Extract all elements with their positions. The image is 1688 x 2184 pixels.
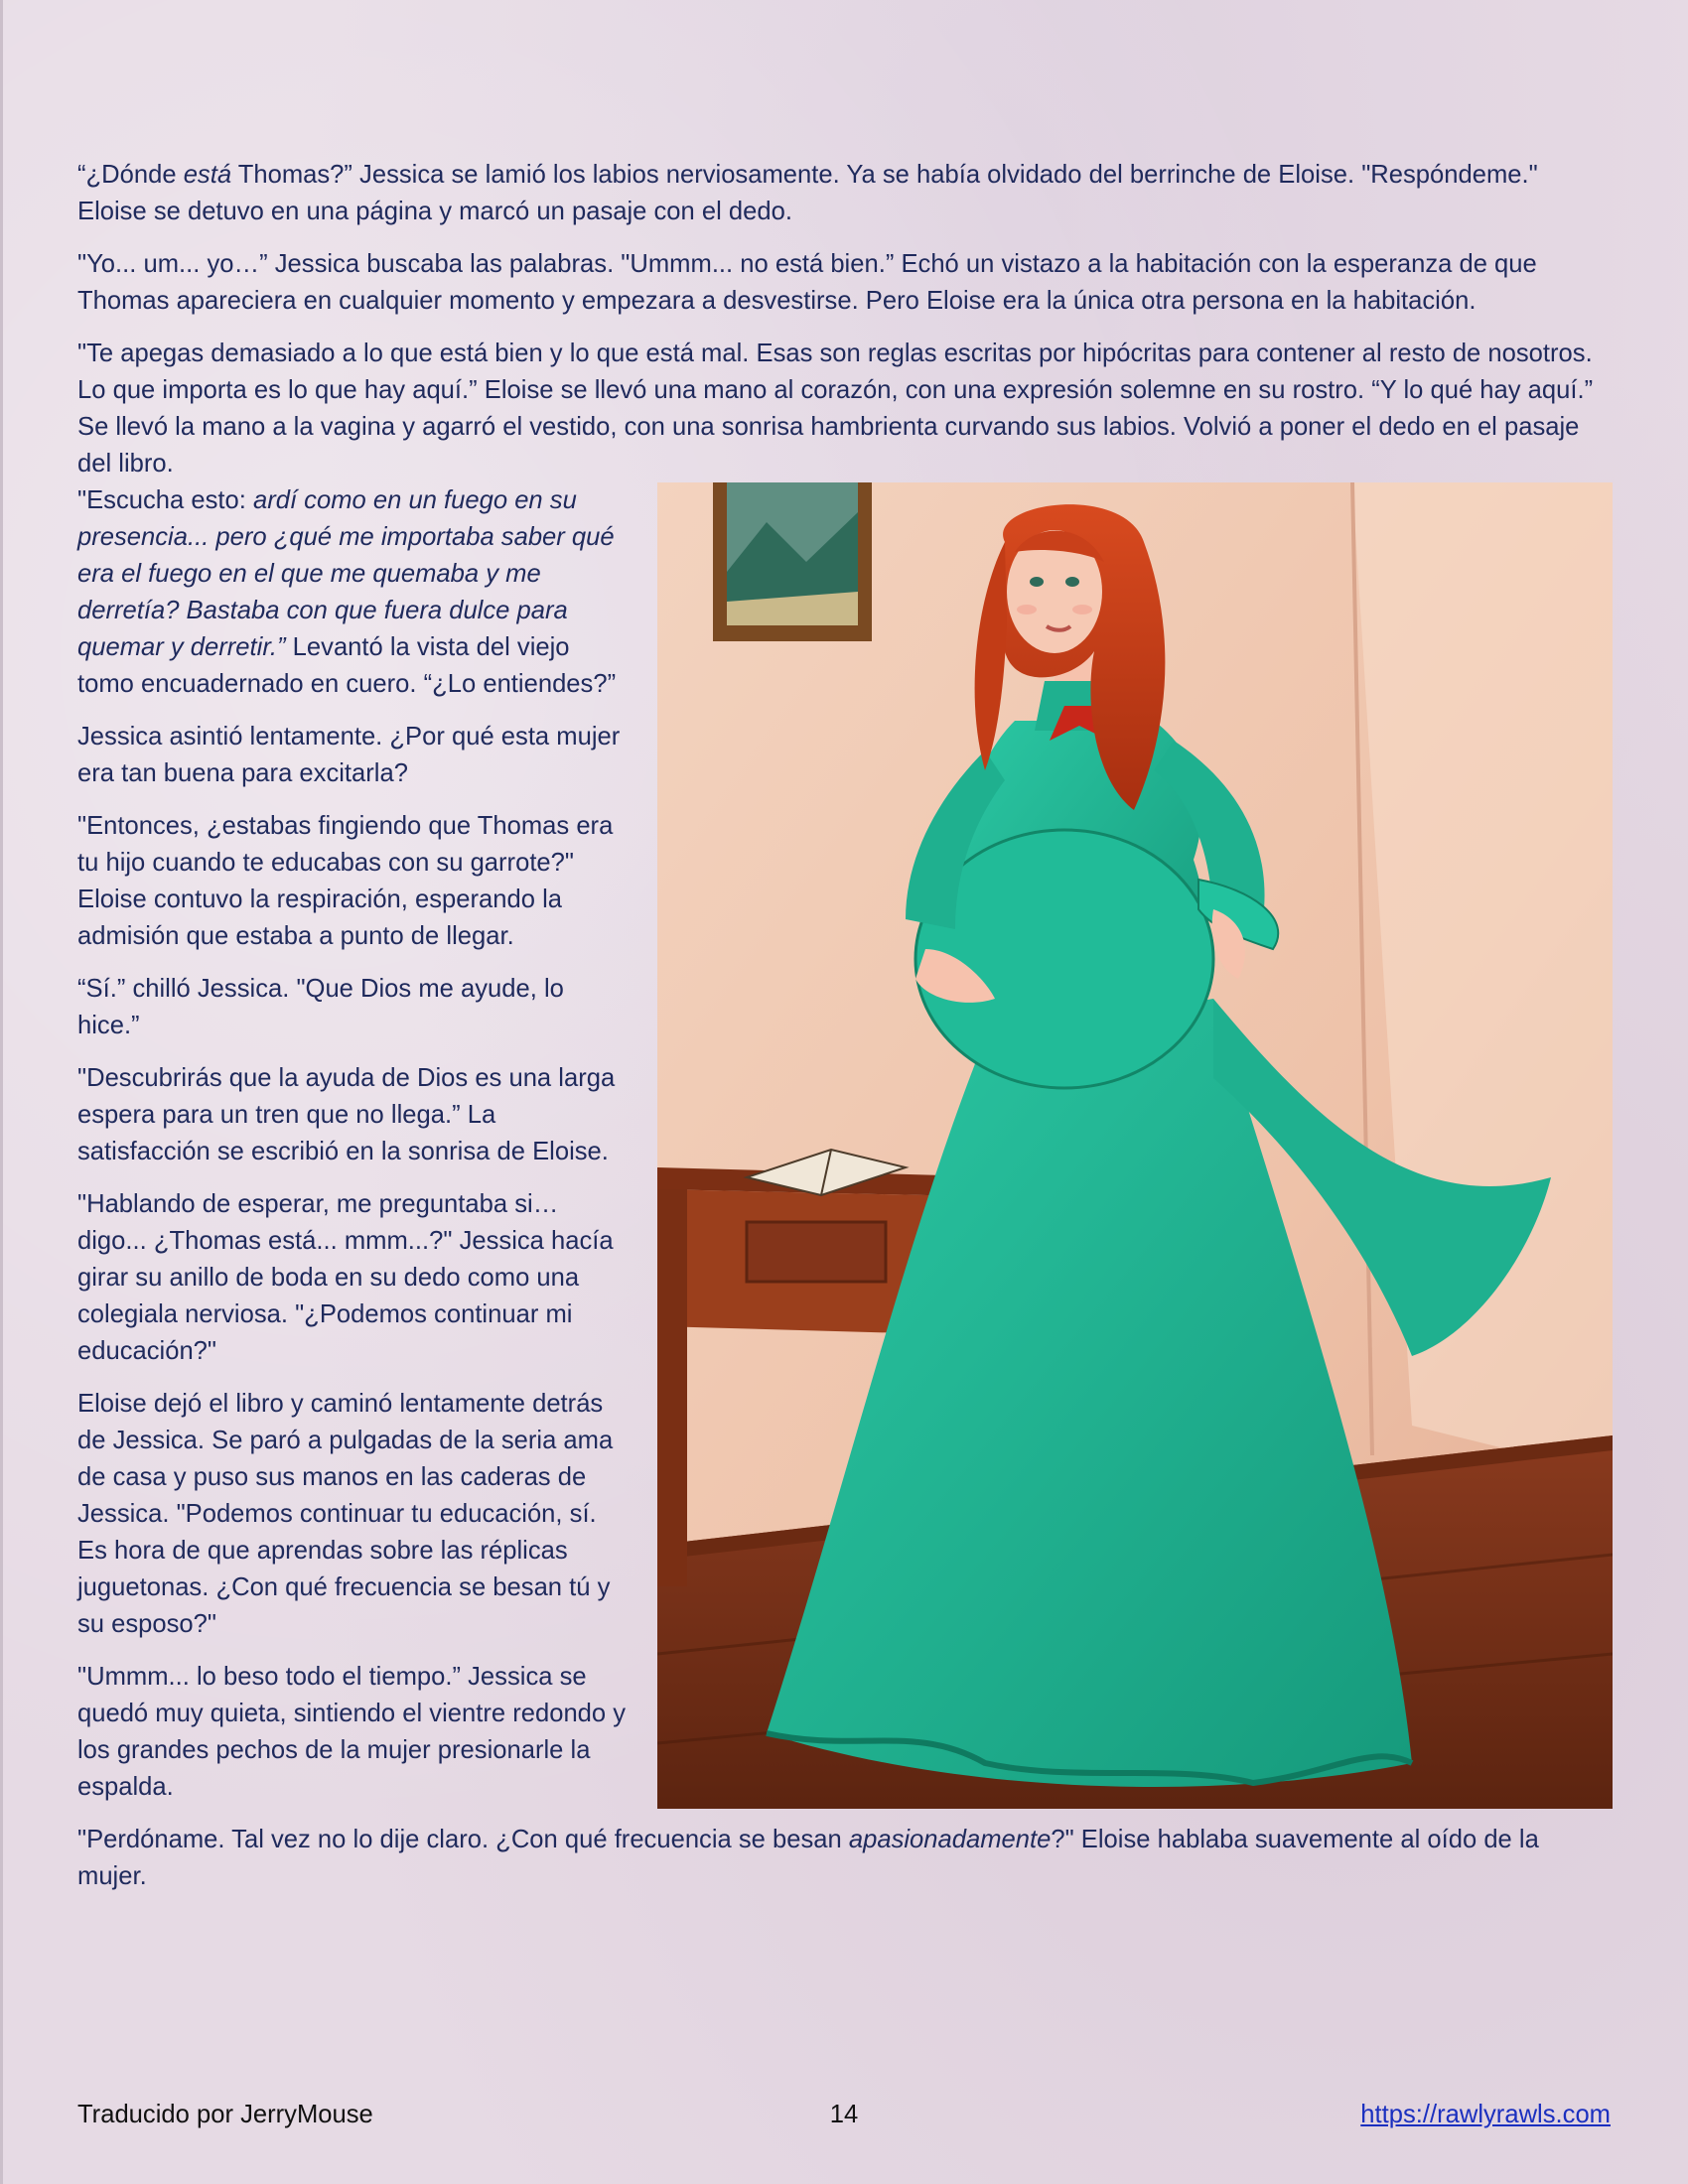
page-footer (77, 2095, 1611, 2134)
paragraph-6: "Entonces, ¿estabas fingiendo que Thomas era tu hijo cuando te educabas con su garrote?" Eloise contuvo la respiración, esperando la admisión que estaba a punto de llegar. (77, 812, 614, 950)
illustration-woman-green-dress (657, 482, 1613, 1809)
page-edge (0, 0, 3, 2184)
story-text (77, 157, 1611, 1911)
paragraph-5: Jessica asintió lentamente. ¿Por qué esta mujer era tan buena para excitarla? (77, 723, 621, 787)
paragraph-12: "Perdóname. Tal vez no lo dije claro. ¿Con qué frecuencia se besan apasionadamente?" Eloise hablaba suavemente al oído de la mujer. (77, 1826, 1539, 1890)
page-number: 14 (829, 2101, 859, 2128)
paragraph-4: "Escucha esto: ardí como en un fuego en su presencia... pero ¿qué me importaba saber qué era el fuego en el que me quemaba y me derretía? Bastaba con que fuera dulce para quemar y derretir.” Levantó la vista del viejo tomo encuadernado en cuero. “¿Lo entiendes?” (77, 486, 617, 698)
translator-credit: Traducido por JerryMouse (77, 2101, 373, 2128)
paragraph-1: “¿Dónde está Thomas?” Jessica se lamió los labios nerviosamente. Ya se había olvidado del berrinche de Eloise. "Respóndeme." Eloise se detuvo en una página y marcó un pasaje con el dedo. (77, 161, 1538, 225)
paragraph-3: "Te apegas demasiado a lo que está bien y lo que está mal. Esas son reglas escritas por hipócritas para contener al resto de nosotros. Lo que importa es lo que hay aquí.” Eloise se llevó una mano al corazón, con una expresión solemne en su rostro. “Y lo qué hay aquí.” Se llevó la mano a la vagina y agarró el vestido, con una sonrisa hambrienta curvando sus labios. Volvió a poner el dedo en el pasaje del libro. (77, 340, 1594, 478)
paragraph-9: "Hablando de esperar, me preguntaba si… digo... ¿Thomas está... mmm...?" Jessica hacía girar su anillo de boda en su dedo como una colegiala nerviosa. "¿Podemos continuar mi educación?" (77, 1190, 614, 1365)
illustration (657, 482, 1613, 1809)
paragraph-2: "Yo... um... yo…” Jessica buscaba las palabras. "Ummm... no está bien.” Echó un vistazo a la habitación con la esperanza de que Thomas apareciera en cualquier momento y empezara a desvestirse. Pero Eloise era la única otra persona en la habitación. (77, 250, 1537, 315)
paragraph-7: “Sí.” chilló Jessica. "Que Dios me ayude, lo hice.” (77, 975, 564, 1039)
website-link[interactable]: https://rawlyrawls.com (1360, 2101, 1611, 2128)
paragraph-10: Eloise dejó el libro y caminó lentamente detrás de Jessica. Se paró a pulgadas de la seria ama de casa y puso sus manos en las caderas de Jessica. "Podemos continuar tu educación, sí. Es hora de que aprendas sobre las réplicas juguetonas. ¿Con qué frecuencia se besan tú y su esposo?" (77, 1390, 614, 1638)
paragraph-8: "Descubrirás que la ayuda de Dios es una larga espera para un tren que no llega.” La satisfacción se escribió en la sonrisa de Eloise. (77, 1064, 616, 1165)
paragraph-11: "Ummm... lo beso todo el tiempo.” Jessica se quedó muy quieta, sintiendo el vientre redondo y los grandes pechos de la mujer presionarle la espalda. (77, 1663, 627, 1801)
